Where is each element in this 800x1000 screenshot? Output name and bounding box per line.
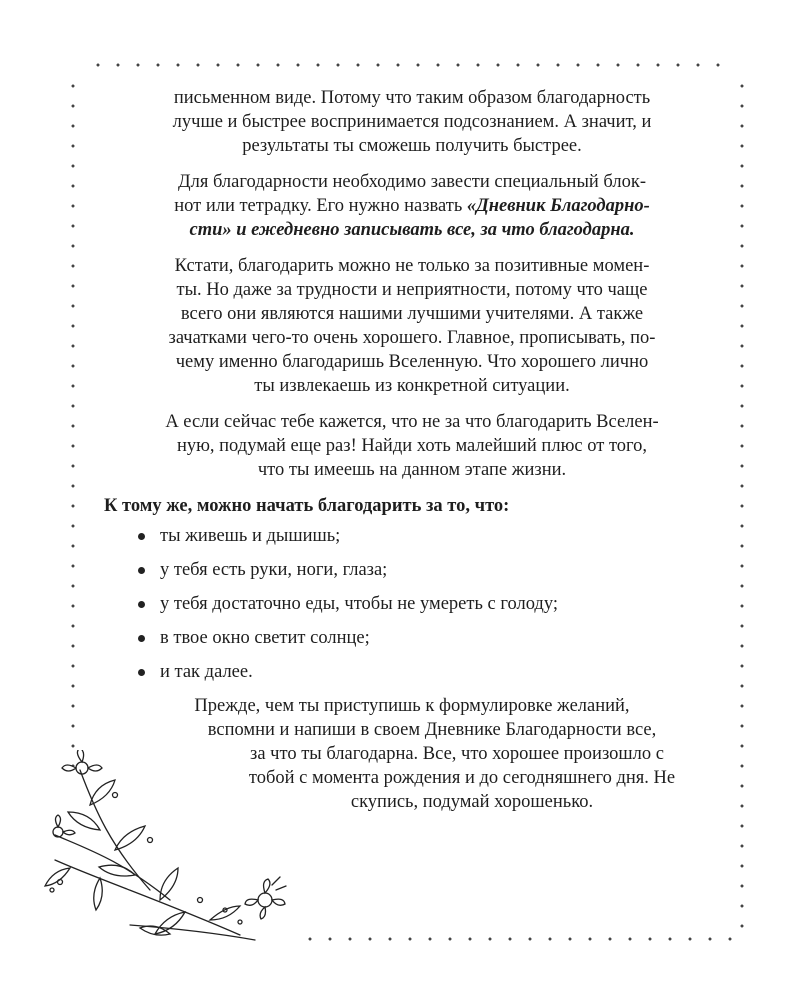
p2-emphasis: «Дневник Благодарно-: [466, 196, 650, 216]
paragraph-2: [104, 170, 720, 242]
gratitude-list: [104, 524, 720, 694]
final-line: скупись, подумай хорошенько.: [350, 792, 594, 812]
frame-right-dots: [739, 76, 745, 932]
p1-line: письменном виде. Потому что таким образом благодарность: [173, 88, 651, 108]
p3-line: ты. Но даже за трудности и неприятности, потому что чаще: [176, 280, 648, 300]
p1-line: лучше и быстрее воспринимается подсознанием. А значит, и: [172, 112, 652, 132]
p2-line: Для благодарности необходимо завести специальный блок-: [177, 172, 646, 192]
p4-line: А если сейчас тебе кажется, что не за что благодарить Вселен-: [165, 412, 659, 432]
frame-top-dots: [88, 62, 735, 68]
final-line: Прежде, чем ты приступишь к формулировке желаний,: [194, 696, 630, 716]
p3-line: ты извлекаешь из конкретной ситуации.: [254, 376, 570, 396]
frame-left-dots: [70, 76, 76, 766]
final-line: за что ты благодарна. Все, что хорошее произошло с: [250, 744, 664, 764]
list-item: у тебя есть руки, ноги, глаза;: [134, 558, 720, 592]
floral-corner-ornament: [40, 750, 300, 950]
paragraph-4: [104, 410, 720, 482]
p4-line: ную, подумай еще раз! Найди хоть малейший плюс от того,: [176, 436, 648, 456]
list-item: в твое окно светит солнце;: [134, 626, 720, 660]
p4-line: что ты имеешь на данном этапе жизни.: [257, 460, 567, 480]
final-line: вспомни и напиши в своем Дневнике Благодарности все,: [207, 720, 657, 740]
p2-emphasis: сти» и ежедневно записывать все, за что благодарна.: [189, 220, 635, 240]
p3-line: Кстати, благодарить можно не только за позитивные момен-: [174, 256, 650, 276]
p2-line: нот или тетрадку. Его нужно назвать: [174, 196, 463, 216]
paragraph-1: [104, 86, 720, 158]
p3-line: зачатками чего-то очень хорошего. Главное, прописывать, по-: [168, 328, 656, 348]
p3-line: всего они являются нашими лучшими учителями. А также: [180, 304, 644, 324]
p3-line: чему именно благодаришь Вселенную. Что хорошего лично: [175, 352, 649, 372]
paragraph-3: [104, 254, 720, 398]
list-heading: К тому же, можно начать благодарить за то, что:: [104, 496, 510, 516]
page-text: [104, 86, 720, 826]
final-line: тобой с момента рождения и до сегодняшнего дня. Не: [248, 768, 676, 788]
list-item: у тебя достаточно еды, чтобы не умереть с голоду;: [134, 592, 720, 626]
frame-bottom-dots: [300, 936, 735, 942]
list-item: ты живешь и дышишь;: [134, 524, 720, 558]
list-item: и так далее.: [134, 660, 720, 694]
p1-line: результаты ты сможешь получить быстрее.: [242, 136, 582, 156]
